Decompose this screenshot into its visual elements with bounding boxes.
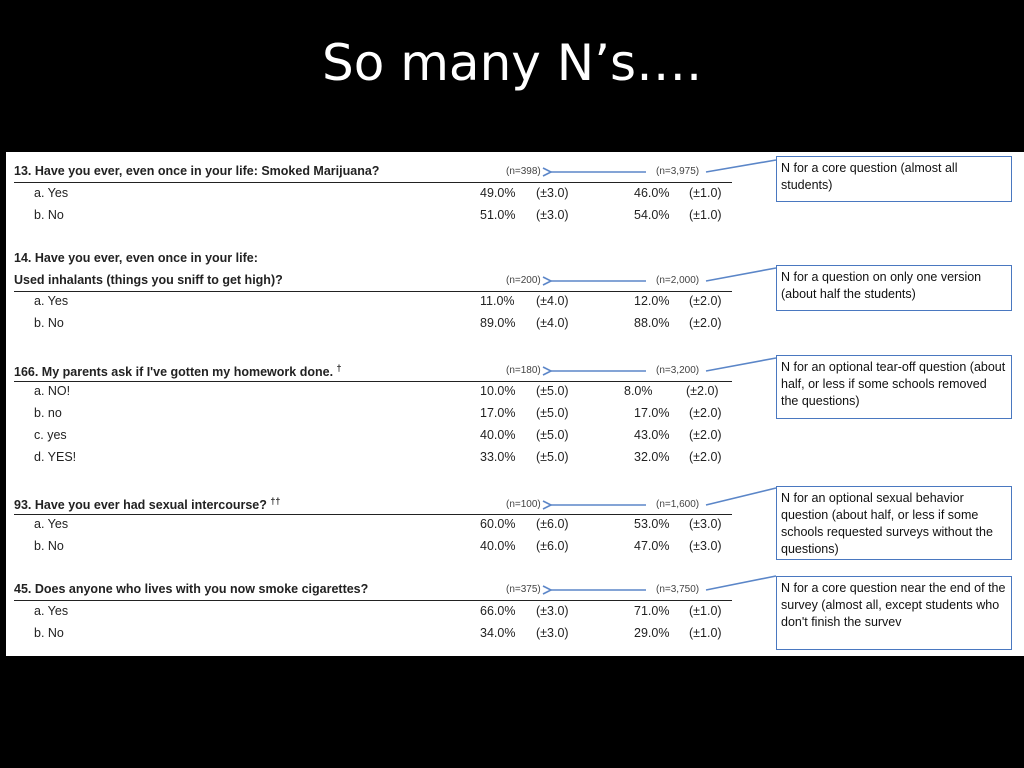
percent-large: 88.0% [634,316,670,330]
note-sexual-behavior: N for an optional sexual behavior question (about half, or less if some schools requested surveys without the questions) [776,486,1012,560]
error-small: (±5.0) [536,384,569,398]
percent-small: 34.0% [480,626,516,640]
percent-small: 66.0% [480,604,516,618]
error-large: (±2.0) [689,406,722,420]
percent-large: 32.0% [634,450,670,464]
error-large: (±1.0) [689,604,722,618]
error-small: (±3.0) [536,186,569,200]
error-large: (±2.0) [686,384,719,398]
question-underline [14,381,732,382]
error-small: (±6.0) [536,517,569,531]
note-core-question: N for a core question (almost all students) [776,156,1012,202]
n-large-sample: (n=3,750) [656,584,700,595]
option-label: b. No [34,208,64,222]
arrow-q93b [706,488,776,505]
n-large-sample: (n=3,200) [656,365,700,376]
question-underline [14,182,732,183]
question-underline [14,514,732,515]
question-14-line1: 14. Have you ever, even once in your life: [14,251,258,265]
percent-large: 8.0% [624,384,653,398]
option-label: a. Yes [34,186,69,200]
percent-small: 89.0% [480,316,516,330]
option-label: b. No [34,539,64,553]
arrow-q14b [706,268,776,281]
survey-results-panel [6,152,1024,656]
percent-large: 29.0% [634,626,670,640]
option-label: b. No [34,626,64,640]
percent-large: 47.0% [634,539,670,553]
question-13: 13. Have you ever, even once in your life: Smoked Marijuana? [14,164,380,178]
percent-large: 54.0% [634,208,670,222]
n-small-sample: (n=180) [506,365,541,376]
question-underline [14,600,732,601]
error-large: (±3.0) [689,539,722,553]
percent-small: 49.0% [480,186,516,200]
n-small-sample: (n=100) [506,499,541,510]
n-small-sample: (n=375) [506,584,541,595]
percent-small: 11.0% [480,294,515,308]
option-label: b. No [34,316,64,330]
error-large: (±2.0) [689,316,722,330]
n-large-sample: (n=2,000) [656,275,700,286]
option-label: d. YES! [34,450,77,464]
option-label: c. yes [34,428,67,442]
option-label: a. Yes [34,604,69,618]
note-tear-off: N for an optional tear-off question (about half, or less if some schools removed the questions) [776,355,1012,419]
percent-small: 33.0% [480,450,516,464]
note-one-version: N for a question on only one version (about half the students) [776,265,1012,311]
percent-small: 40.0% [480,428,516,442]
error-large: (±2.0) [689,294,722,308]
error-small: (±3.0) [536,208,569,222]
question-166 [14,363,342,379]
percent-small: 17.0% [480,406,516,420]
error-small: (±5.0) [536,428,569,442]
question-166-text: 166. My parents ask if I've gotten my homework done. [14,365,334,380]
error-large: (±3.0) [689,517,722,531]
percent-large: 17.0% [634,406,670,420]
arrow-q45b [706,576,776,590]
slide-title: So many N’s…. [322,34,702,92]
percent-large: 43.0% [634,428,670,442]
error-large: (±2.0) [689,428,722,442]
error-small: (±5.0) [536,406,569,420]
percent-small: 60.0% [480,517,516,531]
error-large: (±2.0) [689,450,722,464]
dagger-mark: † [336,363,342,373]
option-label: a. NO! [34,384,71,398]
n-large-sample: (n=3,975) [656,166,700,177]
question-93 [14,496,280,512]
n-small-sample: (n=398) [506,166,541,177]
question-underline [14,291,732,292]
note-core-near-end: N for a core question near the end of the survey (almost all, except students who don't finish the survev [776,576,1012,650]
double-dagger-mark: †† [270,496,281,506]
n-large-sample: (n=1,600) [656,499,700,510]
error-large: (±1.0) [689,186,722,200]
error-large: (±1.0) [689,208,722,222]
option-label: b. no [34,406,62,420]
question-93-text: 93. Have you ever had sexual intercourse? [14,498,267,513]
option-label: a. Yes [34,294,69,308]
percent-large: 12.0% [634,294,670,308]
error-small: (±5.0) [536,450,569,464]
percent-large: 71.0% [634,604,670,618]
error-small: (±6.0) [536,539,569,553]
n-small-sample: (n=200) [506,275,541,286]
percent-small: 51.0% [480,208,516,222]
error-small: (±3.0) [536,626,569,640]
option-label: a. Yes [34,517,69,531]
question-45: 45. Does anyone who lives with you now smoke cigarettes? [14,582,369,596]
arrow-q166b [706,358,776,371]
percent-small: 10.0% [480,384,516,398]
error-small: (±4.0) [536,294,569,308]
arrow-q13b [706,160,776,172]
percent-large: 53.0% [634,517,670,531]
percent-large: 46.0% [634,186,670,200]
error-small: (±3.0) [536,604,569,618]
percent-small: 40.0% [480,539,516,553]
question-14: Used inhalants (things you sniff to get high)? [14,273,283,287]
error-small: (±4.0) [536,316,569,330]
error-large: (±1.0) [689,626,722,640]
